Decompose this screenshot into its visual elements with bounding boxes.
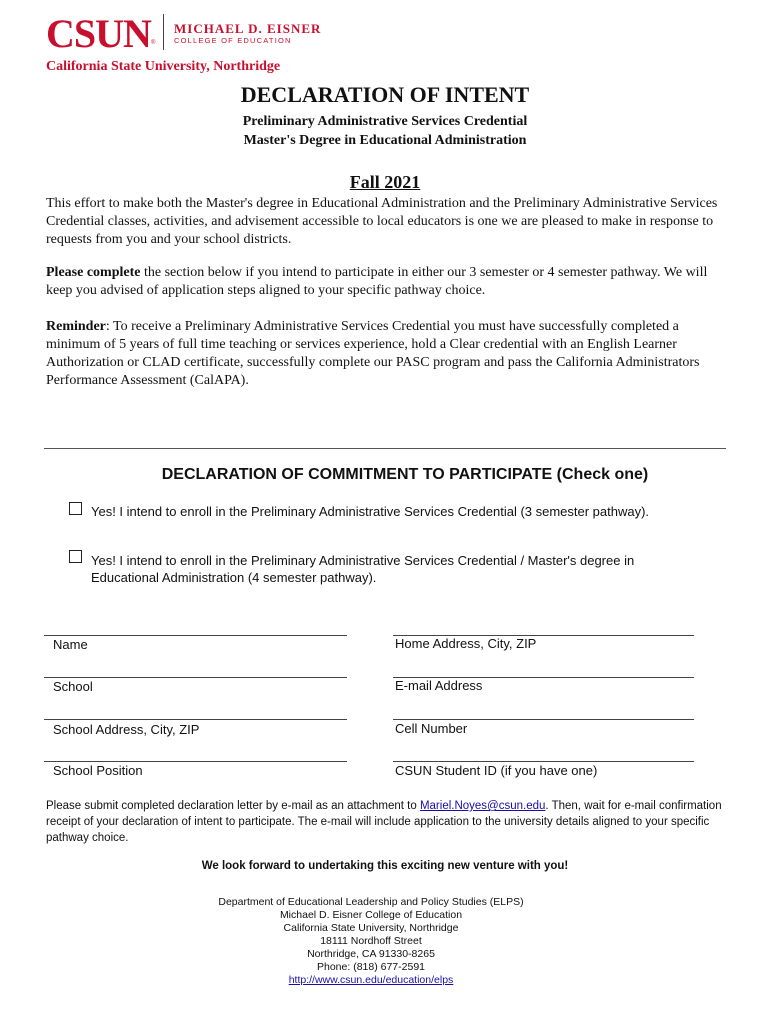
registered-mark: ® — [151, 40, 156, 46]
four-semester-option-label: Yes! I intend to enroll in the Preliminary Administrative Services Credential / Master's degree in Educational Administration (4 semester pathway). — [91, 553, 635, 585]
university-name: California State University, Northridge — [46, 59, 281, 74]
please-complete-text: the section below if you intend to participate in either our 3 semester or 4 semester pathway. We will keep you advised of application steps aligned to your specific pathway choice. — [46, 265, 708, 298]
student-id-field-line[interactable] — [393, 761, 694, 762]
reminder-paragraph — [46, 318, 726, 390]
three-semester-checkbox[interactable] — [69, 502, 82, 515]
subtitle-credential: Preliminary Administrative Services Credential — [242, 114, 528, 129]
csun-logo-wordmark: CSUN — [46, 11, 151, 56]
footer-department: Department of Educational Leadership and Policy Studies (ELPS) — [218, 896, 524, 908]
intro-paragraph: This effort to make both the Master's degree in Educational Administration and the Preliminary Administrative Services Credential classes, activities, and advisement accessible to local educators is one we are pleased to make in response to requests from you and your school districts. — [46, 196, 718, 247]
student-id-field-label: CSUN Student ID (if you have one) — [395, 763, 598, 778]
logo-divider — [163, 14, 164, 50]
name-field-label: Name — [53, 637, 88, 652]
subtitle-masters: Master's Degree in Educational Administration — [243, 133, 527, 148]
school-field-label: School — [53, 679, 93, 694]
email-field-label: E-mail Address — [395, 678, 483, 693]
footer-phone: Phone: (818) 677-2591 — [317, 961, 425, 973]
name-field-line[interactable] — [44, 635, 347, 636]
section-divider — [44, 448, 726, 449]
reminder-label: Reminder — [46, 319, 106, 334]
footer-city: Northridge, CA 91330-8265 — [307, 948, 435, 960]
footer-url-wrap — [0, 974, 742, 987]
instructions-after: . Then, wait for e-mail confirmation receipt of your declaration of intent to participate. The e-mail will include application to the university details aligned to your specific pathway choice. — [46, 800, 722, 844]
school-address-field-label: School Address, City, ZIP — [53, 722, 200, 737]
instructions-before: Please submit completed declaration letter by e-mail as an attachment to — [46, 800, 420, 812]
closing-statement: We look forward to undertaking this exciting new venture with you! — [201, 860, 569, 872]
please-complete-paragraph — [46, 264, 726, 300]
home-address-field-label: Home Address, City, ZIP — [395, 636, 537, 651]
reminder-text: : To receive a Preliminary Administrative Services Credential you must have successfully completed a minimum of 5 years of full time teaching or services experience, hold a Clear credential with an English Learner Authorization or CLAD certificate, successfully complete our PASC program and pass the California Administrators Performance Assessment (CalAPA). — [46, 319, 700, 388]
school-position-field-line[interactable] — [44, 761, 347, 762]
term-heading: Fall 2021 — [349, 172, 421, 192]
footer-university: California State University, Northridge — [283, 922, 459, 934]
three-semester-option-label: Yes! I intend to enroll in the Preliminary Administrative Services Credential (3 semester pathway). — [91, 504, 650, 519]
school-field-line[interactable] — [44, 677, 347, 678]
submission-instructions — [46, 798, 726, 846]
college-name: MICHAEL D. EISNER — [174, 21, 322, 36]
please-complete-label: Please complete — [46, 265, 141, 280]
contact-email-link[interactable]: Mariel.Noyes@csun.edu — [419, 800, 546, 812]
footer-street: 18111 Nordhoff Street — [320, 935, 422, 947]
footer-website-link[interactable]: http://www.csun.edu/education/elps — [288, 974, 454, 986]
college-subtitle: COLLEGE OF EDUCATION — [174, 36, 292, 45]
declaration-heading: DECLARATION OF COMMITMENT TO PARTICIPATE (Check one) — [161, 466, 649, 483]
four-semester-checkbox[interactable] — [69, 550, 82, 563]
footer-college: Michael D. Eisner College of Education — [279, 909, 463, 921]
page-title: DECLARATION OF INTENT — [240, 82, 530, 107]
cell-number-field-line[interactable] — [393, 719, 694, 720]
school-address-field-line[interactable] — [44, 719, 347, 720]
cell-number-field-label: Cell Number — [395, 721, 468, 736]
school-position-field-label: School Position — [53, 763, 143, 778]
